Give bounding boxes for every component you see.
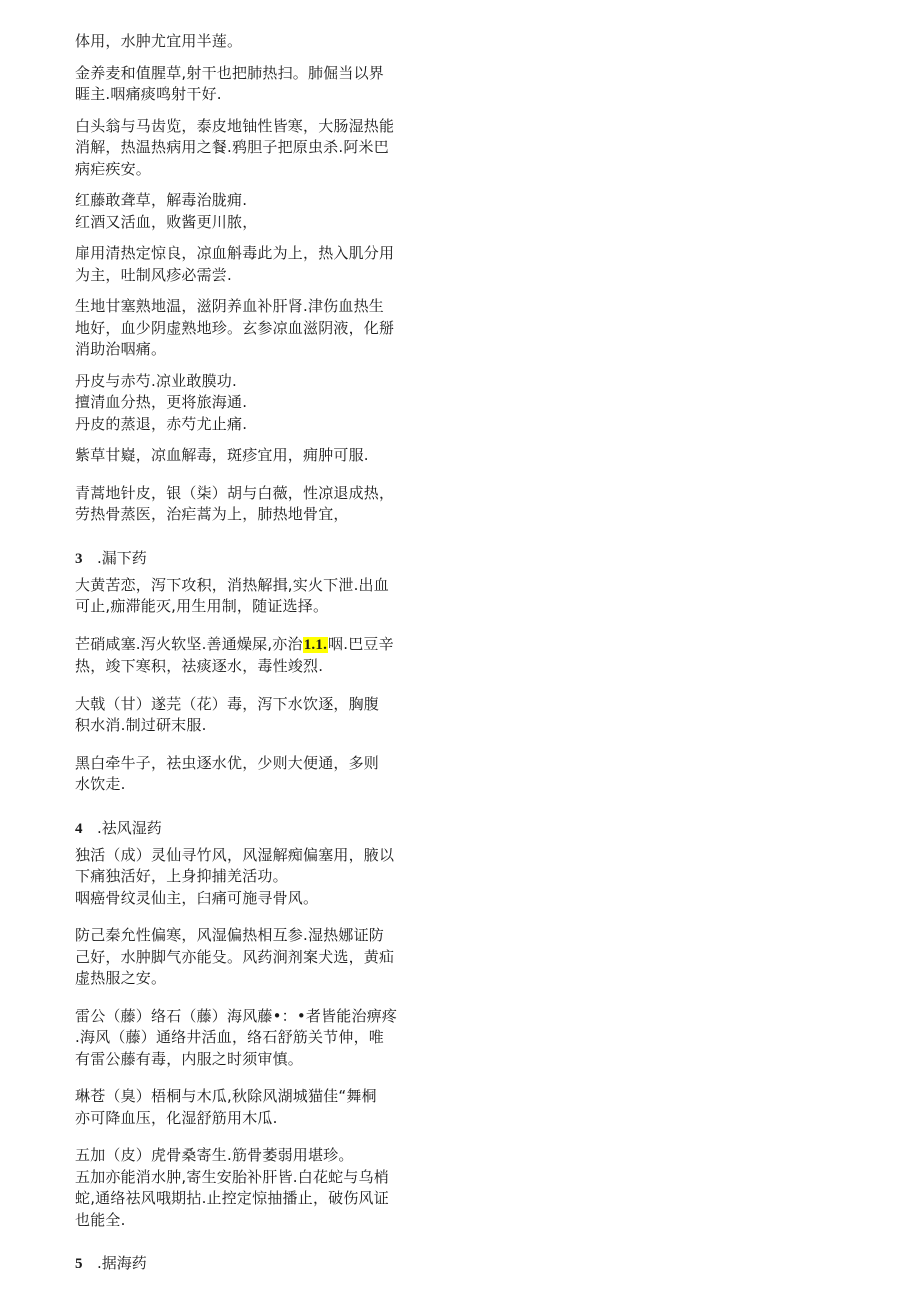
text-line [75,634,405,657]
text-line: 丹皮的蒸退，赤芍尤止痛. [75,414,248,433]
verse-paragraph [75,445,405,467]
highlighted-text: 1.1. [303,636,328,653]
text-line: 青蒿地针皮，银（柒）胡与白薇，性凉退成热， [75,483,395,502]
text-line: 大黄苦恋，泻下攻积，消热解揖,实火下泄.出血 [75,575,389,594]
verse-paragraph [75,575,405,618]
verse-paragraph [75,1145,405,1231]
verse-paragraph [75,1006,405,1071]
text-line: 消助治咽痛。 [75,340,167,358]
text-line: 可止,痂滞能灭,用生用制，随证选择。 [75,597,329,615]
text-line: 咽癌骨纹灵仙主，臼痛可施寻骨风。 [75,888,319,907]
text-line: 白头翁与马齿览，泰皮地铀性皆寒，大肠湿热能 [75,116,395,135]
text-line: 金养麦和值腥草,射干也把肺热扫。肺倔当以界 [75,63,384,82]
text-line: 雷公（藤）络石（藤）海风藤•：•者皆能治痹疼 [75,1006,398,1025]
verse-paragraph [75,845,405,910]
text-line: 消解，热温热病用之餐.鸦胆子把原虫杀.阿米巴 [75,138,389,156]
text-line: 有雷公藤有毒，内服之时须审慎。 [75,1049,304,1068]
text-line: 紫草甘嶷，凉血解毒，斑疹宜用，痈肿可服. [75,446,369,464]
text-line: 亦可降血压，化湿舒筋用木瓜. [75,1108,278,1127]
section-title: .据海药 [97,1254,147,1272]
section-heading [75,1253,405,1275]
text-line: 擅清血分热，更将旅海通. [75,393,248,411]
line-text-continued: 咽.巴豆辛 [328,634,394,653]
verse-paragraph [75,753,405,796]
verse-paragraph [75,634,405,678]
text-line: 蛇,通络祛风哦期拈.止控定惊抽播止，破伤风证 [75,1189,389,1207]
verse-paragraph [75,694,405,737]
verse-paragraph [75,190,405,233]
text-line: .海风（藤）通络井活血，络石舒筋关节伸，唯 [75,1028,384,1046]
section-number: 5 [75,1256,83,1272]
text-line: 下痛独活好，上身抑捕羌活功。 [75,867,288,885]
text-line: 五加（皮）虎骨桑寄生.筋骨萎弱用堪珍。 [75,1146,354,1164]
verse-paragraph [75,116,405,181]
text-line: 水饮走. [75,775,126,793]
text-line: 己好，水肿脚气亦能殳。风药涧剂案犬选，黄疝 [75,947,395,966]
text-line: 也能全. [75,1210,126,1229]
text-line: 大戟（甘）遂芫（花）毒，泻下水饮逐，胸腹 [75,694,380,713]
text-line: 虚热服之安。 [75,969,167,987]
text-line: 生地甘塞熟地温，滋阴养血补肝肾.津伤血热生 [75,297,384,315]
text-line: 地好，血少阴虚熟地珍。玄参凉血滋阴液，化掰 [75,318,395,337]
section-title: .祛风湿药 [97,818,162,837]
text-line: 黑白牵牛子，祛虫逐水优，少则大便通，多则 [75,753,380,772]
text-line: 体用，水肿尤宜用半莲。 [75,32,243,50]
text-line: 琳苍（臭）梧桐与木瓜,秋除风湖城猫佳“舞桐 [75,1087,377,1105]
text-line: 睚主.咽痛痰鸣射干好. [75,85,222,103]
verse-paragraph [75,296,405,361]
document-page [75,31,405,1280]
verse-paragraph [75,483,405,526]
text-line: 为主，吐制风疹必需尝. [75,265,232,284]
text-line: 五加亦能消水肿,寄生安胎补肝皆.白花蛇与乌梢 [75,1167,389,1186]
text-line: 红藤敢聋草，解毒治胧痈. [75,191,248,209]
section-heading [75,548,405,570]
text-line: 热，竣下寒积，祛痰逐水，毒性竣烈. [75,657,324,675]
section-number: 4 [75,820,83,837]
section-heading [75,818,405,840]
text-line: 病疟疾安。 [75,159,152,178]
text-line: 独活（成）灵仙寻竹风，风湿解痴偏塞用，腋以 [75,845,395,864]
section-number: 3 [75,550,83,567]
section-title: .漏下药 [97,548,147,567]
verse-paragraph [75,31,405,53]
line-text: 芒硝咸塞.泻火软坚.善通燥屎,亦治 [75,634,303,653]
verse-paragraph [75,1086,405,1129]
verse-paragraph [75,243,405,286]
verse-paragraph [75,925,405,990]
text-line: 劳热骨蒸医，治疟蒿为上，肺热地骨宜， [75,505,349,523]
text-line: 防己秦允性偏寒，风湿偏热相互参.湿热娜证防 [75,926,384,944]
text-line: 积水消.制过研末服. [75,716,207,734]
text-line: 扉用清热定惊良，凉血斛毒此为上，热入肌分用 [75,244,395,262]
text-line: 红酒又活血，败酱更川脓， [75,212,258,231]
text-line: 丹皮与赤芍.凉业敢膜功. [75,371,237,390]
verse-paragraph [75,63,405,106]
verse-paragraph [75,371,405,436]
